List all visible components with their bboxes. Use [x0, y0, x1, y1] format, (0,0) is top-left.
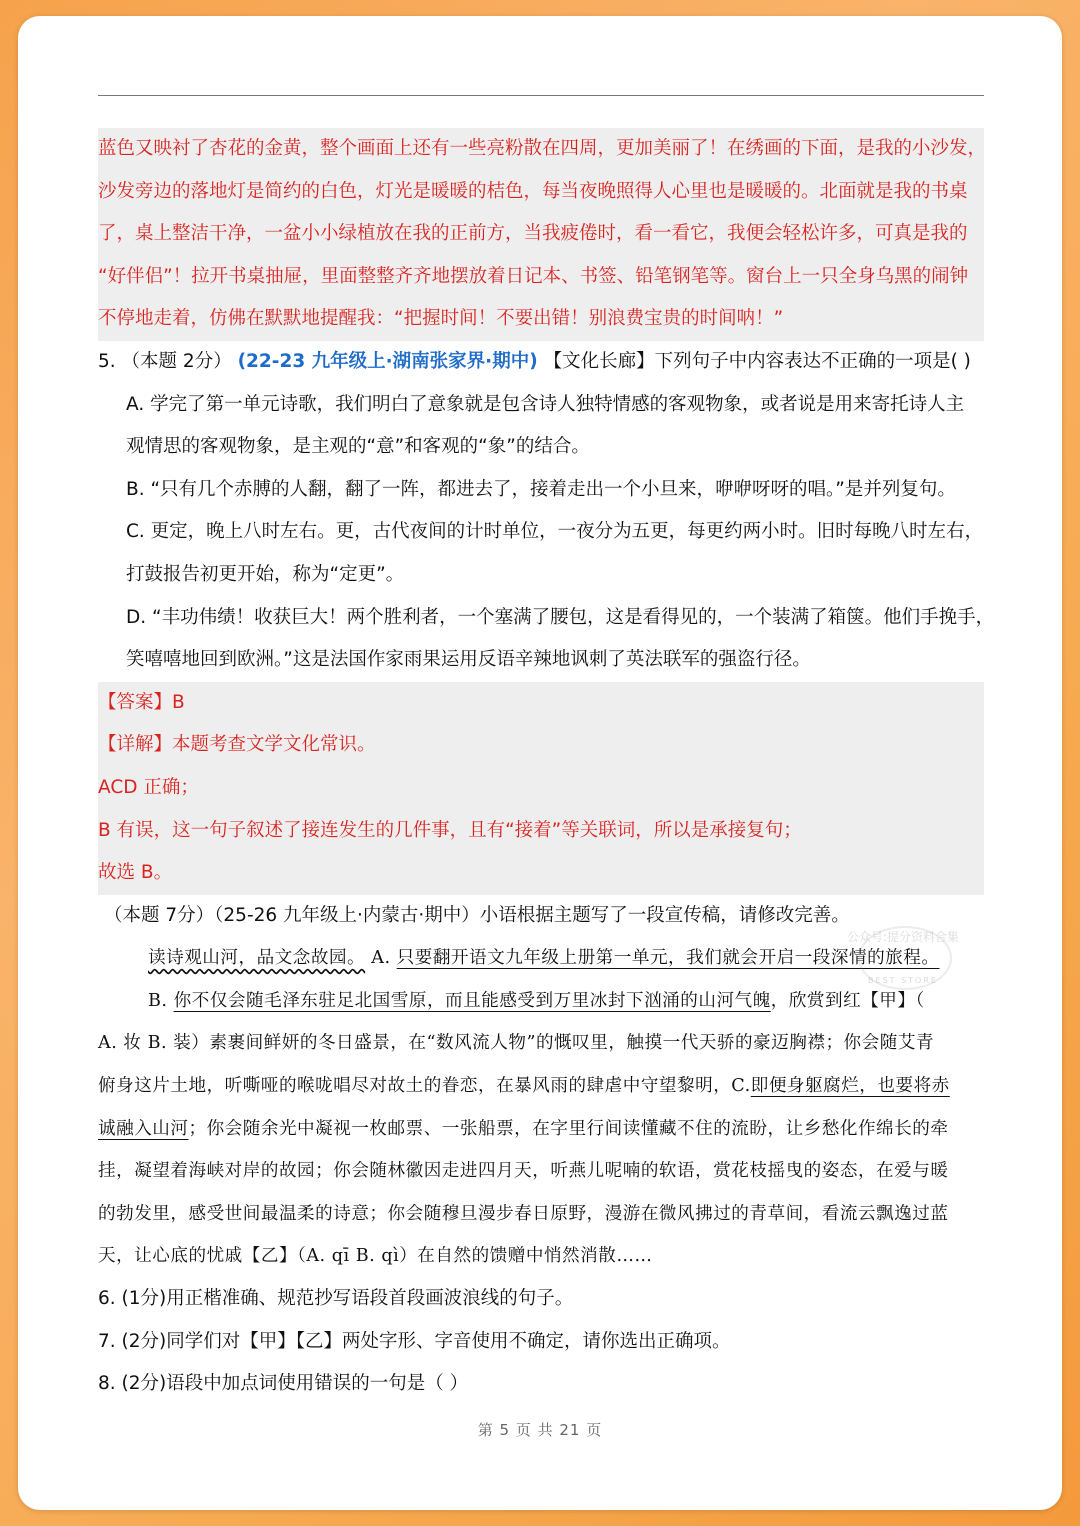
- option-a-cont: 观情思的客观物象，是主观的“意”和客观的“象”的结合。: [126, 436, 590, 458]
- option-a: A. 学完了第一单元诗歌，我们明白了意象就是包含诗人独特情感的客观物象，或者说是用来寄托诗人主: [126, 393, 965, 415]
- question-source: (22-23 九年级上·湖南张家界·期中): [237, 350, 538, 372]
- sub-question-7: 7. (2分)同学们对【甲】【乙】两处字形、字音使用不确定，请你选出正确项。: [98, 1330, 731, 1352]
- essay-line: 不停地走着，仿佛在默默地提醒我：“把握时间！不要出错！别浪费宝贵的时间呐！”: [98, 308, 784, 330]
- passage-line: [98, 1108, 984, 1151]
- sub-question-6: 6. (1分)用正楷准确、规范抄写语段首段画波浪线的句子。: [98, 1288, 574, 1310]
- document-page: [18, 16, 1062, 1510]
- sentence-c: 即便身躯腐烂，也要将赤: [750, 1076, 950, 1097]
- passage-line: 天，让心底的忧戚【乙】（A. qī B. qì）在自然的馈赠中悄然消散……: [98, 1246, 653, 1267]
- question-intro: （本题 7分）（25-26 九年级上·内蒙古·期中）小语根据主题写了一段宣传稿，请修改完善。: [104, 904, 850, 926]
- watermark-seal: [818, 916, 988, 1006]
- essay-line: 沙发旁边的落地灯是简约的白色，灯光是暖暖的桔色，每当夜晚照得人心里也是暖暖的。北面就是我的书桌: [98, 180, 968, 202]
- option-d-cont: 笑嘻嘻地回到欧洲。”这是法国作家雨果运用反语辛辣地讽刺了英法联军的强盗行径。: [126, 649, 811, 671]
- passage-line: 挂，凝望着海峡对岸的故园；你会随林徽因走进四月天，听燕儿呢喃的软语，赏花枝摇曳的姿态，在爱与暖: [98, 1161, 949, 1182]
- question-score: （本题 2分）: [121, 350, 232, 372]
- option-d: D. “丰功伟绩！收获巨大！两个胜利者，一个塞满了腰包，这是看得见的，一个装满了箱箧。他们手挽手，: [126, 606, 995, 628]
- passage-line: 的勃发里，感受世间最温柔的诗意；你会随穆旦漫步春日原野，漫游在微风拂过的青草间，看流云飘逸过蓝: [98, 1203, 949, 1224]
- answer-key: 【答案】B: [98, 691, 185, 713]
- marker-c: C.: [731, 1076, 751, 1097]
- essay-tail: [98, 128, 987, 341]
- question-number: 5.: [98, 350, 116, 372]
- watermark-text: 公众号:提分资料合集: [846, 930, 960, 944]
- answer-line: B 有误，这一句子叙述了接连发生的几件事，且有“接着”等关联词，所以是承接复句；: [98, 819, 802, 841]
- essay-line: 蓝色又映衬了杏花的金黄，整个画面上还有一些亮粉散在四周，更加美丽了！在绣画的下面，是我的小沙发，: [98, 138, 987, 159]
- marker-b: B.: [148, 990, 168, 1011]
- essay-line: 了，桌上整洁干净，一盆小小绿植放在我的正前方，当我疲倦时，看一看它，我便会轻松许多，可真是我的: [98, 223, 968, 245]
- answer-line: ACD 正确；: [98, 776, 199, 798]
- answer-block: [98, 682, 984, 895]
- passage-text: 俯身这片土地，听嘶哑的喉咙唱尽对故土的眷恋，在暴风雨的肆虐中守望黎明，: [98, 1076, 732, 1097]
- answer-explanation: 【详解】本题考查文学文化常识。: [98, 734, 376, 756]
- wavy-sentence: 读诗观山河，品文念故园。: [148, 948, 366, 969]
- answer-line: 故选 B。: [98, 862, 173, 884]
- question-stem: 【文化长廊】下列句子中内容表达不正确的一项是( ): [543, 350, 971, 372]
- marker-a: A.: [371, 948, 391, 969]
- sentence-a: 只要翻开语文九年级上册第一单元，我们就会开启一段深情的旅程。: [396, 948, 940, 969]
- passage-line: A. 妆 B. 装）素裹间鲜妍的冬日盛景，在“数风流人物”的慨叹里，触摸一代天骄的豪迈胸襟；你会随艾青: [98, 1033, 935, 1054]
- question-5: [98, 341, 995, 682]
- sub-question-8: 8. (2分)语段中加点词使用错误的一句是（ ）: [98, 1373, 469, 1395]
- sentence-b: 你不仅会随毛泽东驻足北国雪原，而且能感受到万里冰封下汹涌的山河气魄: [173, 990, 771, 1011]
- option-c: C. 更定，晚上八时左右。更，古代夜间的计时单位，一夜分为五更，每更约两小时。旧时每晚八时左右，: [126, 521, 984, 543]
- page-footer: 第 5 页 共 21 页: [477, 1421, 603, 1439]
- option-b: B. “只有几个赤膊的人翻，翻了一阵，都进去了，接着走出一个小旦来，咿咿呀呀的唱。”是并列复句。: [126, 478, 956, 500]
- passage-text: ；你会随余光中凝视一枚邮票、一张船票，在字里行间读懂藏不住的流盼，让乡愁化作绵长的牵: [188, 1118, 949, 1139]
- watermark-subtext: BEST STORE: [868, 976, 938, 985]
- passage-text: ，欣赏到红【甲】（: [770, 990, 925, 1011]
- sentence-c-cont: 诚融入山河: [98, 1118, 189, 1139]
- option-c-cont: 打鼓报告初更开始，称为“定更”。: [126, 563, 405, 585]
- essay-line: “好伴侣”！拉开书桌抽屉，里面整整齐齐地摆放着日记本、书签、铅笔钢笔等。窗台上一只全身乌黑的闹钟: [98, 265, 969, 287]
- page-content: [98, 16, 995, 1406]
- passage-line: [98, 1065, 984, 1108]
- question-5-stem: [98, 341, 984, 384]
